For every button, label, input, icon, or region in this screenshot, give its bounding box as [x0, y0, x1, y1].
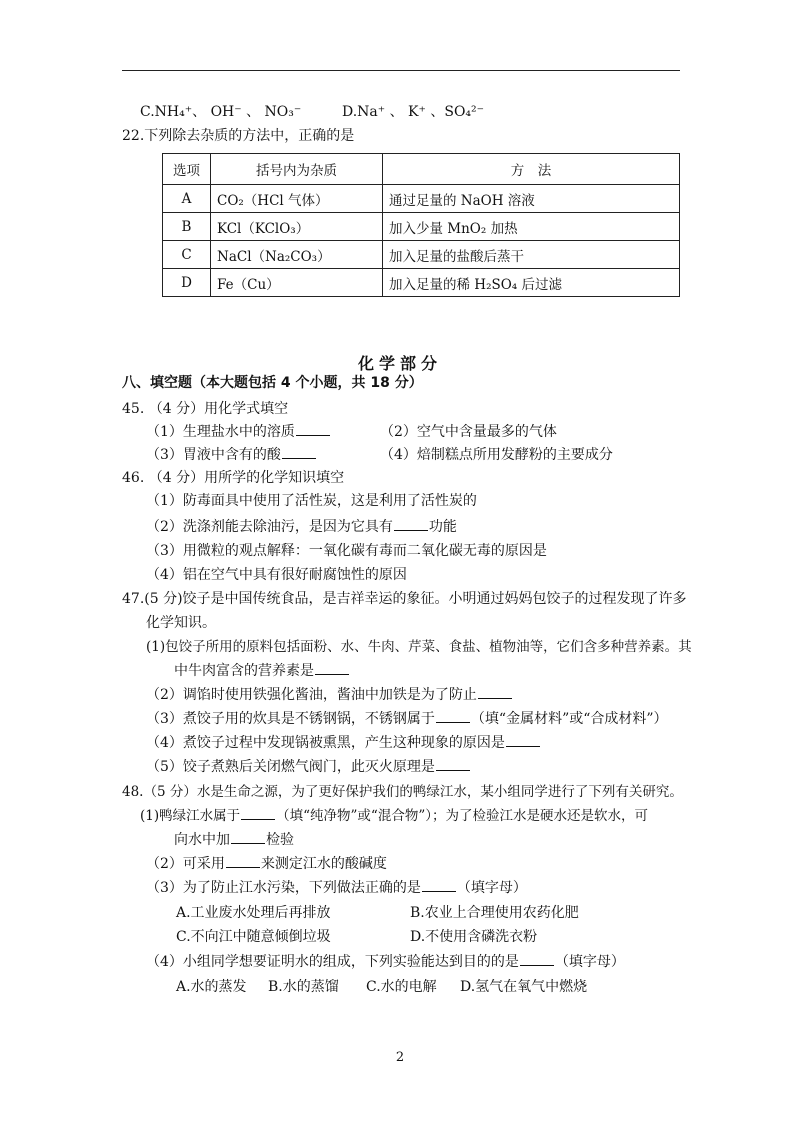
- q47-item-4-text: （4）煮饺子过程中发现锅被熏黑，产生这种现象的原因是: [146, 735, 505, 751]
- row-option: A: [163, 185, 211, 213]
- q48-item-3-tail: （填字母）: [456, 880, 527, 896]
- q47-item-5-text: （5）饺子煮熟后关闭燃气阀门，此灭火原理是: [146, 759, 435, 775]
- q48-item-4-option-a: A.水的蒸发: [176, 979, 247, 995]
- answer-blank[interactable]: [478, 686, 512, 699]
- table-row: [163, 269, 680, 297]
- q45-item-1: [146, 423, 331, 441]
- q47-item-3: [146, 710, 668, 728]
- q45-item-3-text: （3）胃液中含有的酸: [146, 447, 281, 463]
- answer-blank[interactable]: [520, 953, 554, 966]
- q48-item-2: [146, 855, 387, 873]
- part-title: 化学部分: [357, 354, 442, 373]
- answer-blank[interactable]: [241, 807, 275, 820]
- q48-item-3: [146, 879, 527, 897]
- q46-item-2-tail: 功能: [428, 519, 457, 535]
- q47-item-2: [146, 686, 513, 704]
- answer-blank[interactable]: [231, 831, 265, 844]
- q45-item-1-text: （1）生理盐水中的溶质: [146, 424, 295, 440]
- q46-item-2: [146, 518, 457, 536]
- row-option: C: [163, 241, 211, 269]
- row-substance: NaCl（Na₂CO₃）: [211, 241, 383, 269]
- q47-item-4: [146, 734, 541, 752]
- q48-item-1-tail: （填“纯净物”或“混合物”）；为了检验江水是硬水还是软水，可: [276, 808, 648, 824]
- q47-item-5: [146, 758, 471, 776]
- row-method: 加入足量的稀 H₂SO₄ 后过滤: [383, 269, 680, 297]
- q45-item-3: [146, 446, 317, 464]
- q48-item-1c-text: 向水中加: [174, 832, 230, 848]
- row-substance: Fe（Cu）: [211, 269, 383, 297]
- q46-item-3: （3）用微粒的观点解释：一氧化碳有毒而二氧化碳无毒的原因是: [146, 543, 547, 559]
- table-row: [163, 213, 680, 241]
- page-number: 2: [395, 1050, 405, 1065]
- q48-item-4-text: （4）小组同学想要证明水的组成，下列实验能达到目的的是: [146, 954, 519, 970]
- q47-item-2-text: （2）调馅时使用铁强化酱油，酱油中加铁是为了防止: [146, 687, 477, 703]
- answer-blank[interactable]: [422, 879, 456, 892]
- answer-blank[interactable]: [226, 855, 260, 868]
- header-method: 方 法: [383, 154, 680, 185]
- q21-option-c: C.NH₄⁺、 OH⁻ 、 NO₃⁻: [140, 104, 302, 120]
- q48-stem: 48.（5 分）水是生命之源，为了更好保护我们的鸭绿江水，某小组同学进行了下列有关研究。: [122, 784, 683, 800]
- answer-blank[interactable]: [394, 518, 428, 531]
- q48-item-4-tail: （填字母）: [554, 954, 625, 970]
- q47-item-1-line-2: [174, 662, 350, 680]
- answer-blank[interactable]: [436, 710, 470, 723]
- q47-item-3-tail: （填“金属材料”或“合成材料”）: [470, 711, 668, 727]
- answer-blank[interactable]: [296, 423, 330, 436]
- q48-item-4: [146, 953, 625, 971]
- q48-item-4-option-d: D.氢气在氧气中燃烧: [460, 979, 588, 995]
- header-impurity: 括号内为杂质: [211, 154, 383, 185]
- table-header-row: [163, 154, 680, 185]
- row-option: D: [163, 269, 211, 297]
- q47-item-1-text: 中牛肉富含的营养素是: [174, 663, 314, 679]
- answer-blank[interactable]: [506, 734, 540, 747]
- row-substance: KCl（KClO₃）: [211, 213, 383, 241]
- q48-item-2-tail: 来测定江水的酸碱度: [260, 856, 387, 872]
- q48-item-2-text: （2）可采用: [146, 856, 225, 872]
- q46-stem: 46. （4 分）用所学的化学知识填空: [122, 470, 345, 486]
- q48-option-a: A.工业废水处理后再排放: [176, 905, 331, 921]
- q47-stem-line-1: 47.(5 分)饺子是中国传统食品，是吉祥幸运的象征。小明通过妈妈包饺子的过程发现了许多: [122, 591, 687, 607]
- q45-item-4: （4）焙制糕点所用发酵粉的主要成分: [380, 447, 613, 463]
- q45-item-2: （2）空气中含量最多的气体: [380, 424, 557, 440]
- row-option: B: [163, 213, 211, 241]
- row-method: 加入少量 MnO₂ 加热: [383, 213, 680, 241]
- table-row: [163, 241, 680, 269]
- q48-option-b: B.农业上合理使用农药化肥: [410, 905, 579, 921]
- q21-option-d: D.Na⁺ 、 K⁺ 、SO₄²⁻: [342, 104, 485, 120]
- answer-blank[interactable]: [282, 446, 316, 459]
- q46-item-2-text: （2）洗涤剂能去除油污，是因为它具有: [146, 519, 393, 535]
- q48-item-4-option-b: B.水的蒸馏: [268, 979, 339, 995]
- q22-table: [162, 153, 680, 297]
- q48-option-c: C.不向江中随意倾倒垃圾: [176, 929, 331, 945]
- q48-item-1-line-1: [140, 807, 648, 825]
- q47-item-1-line-1: (1)包饺子所用的原料包括面粉、水、牛肉、芹菜、食盐、植物油等，它们含多种营养素。其: [146, 639, 692, 655]
- q45-stem: 45. （4 分）用化学式填空: [122, 401, 289, 417]
- row-method: 通过足量的 NaOH 溶液: [383, 185, 680, 213]
- header-rule: [122, 70, 680, 71]
- q48-item-1-text: (1)鸭绿江水属于: [140, 808, 241, 824]
- q48-item-1-line-2: [174, 831, 294, 849]
- header-option: 选项: [163, 154, 211, 185]
- answer-blank[interactable]: [436, 758, 470, 771]
- q48-item-3-text: （3）为了防止江水污染，下列做法正确的是: [146, 880, 421, 896]
- q22-stem: 22.下列除去杂质的方法中，正确的是: [122, 128, 355, 144]
- q48-option-d: D.不使用含磷洗衣粉: [410, 929, 538, 945]
- table-row: [163, 185, 680, 213]
- q47-item-3-text: （3）煮饺子用的炊具是不锈钢锅，不锈钢属于: [146, 711, 435, 727]
- q46-item-1: （1）防毒面具中使用了活性炭，这是利用了活性炭的: [146, 493, 477, 509]
- section-heading: 八、填空题（本大题包括 4 个小题，共 18 分）: [122, 375, 423, 391]
- q46-item-4: （4）铝在空气中具有很好耐腐蚀性的原因: [146, 567, 407, 583]
- row-method: 加入足量的盐酸后蒸干: [383, 241, 680, 269]
- q48-item-1d-text: 检验: [266, 832, 294, 848]
- q47-stem-line-2: 化学知识。: [146, 615, 216, 631]
- row-substance: CO₂（HCl 气体）: [211, 185, 383, 213]
- answer-blank[interactable]: [315, 662, 349, 675]
- q48-item-4-option-c: C.水的电解: [366, 979, 437, 995]
